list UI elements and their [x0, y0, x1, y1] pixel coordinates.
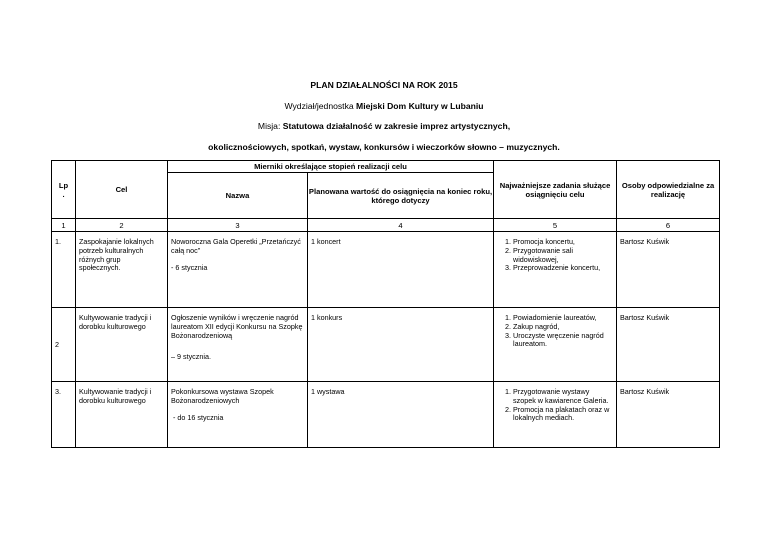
row-wartosc: 1 wystawa	[308, 382, 494, 448]
row-wartosc: 1 koncert	[308, 232, 494, 308]
table-row	[52, 232, 720, 308]
department-label: Wydział/jednostka	[284, 101, 357, 111]
row-osoby: Bartosz Kuświk	[617, 308, 720, 382]
department-name: Miejski Dom Kultury w Lubaniu	[356, 101, 484, 111]
row-date: – 9 stycznia.	[171, 352, 211, 362]
column-number: 1	[52, 219, 76, 232]
row-date: - do 16 stycznia	[171, 412, 224, 422]
header-nazwa: Nazwa	[168, 173, 308, 219]
row-nazwa: Ogłoszenie wyników i wręczenie nagród laureatom XII edycji Konkursu na Szopkę Bożonarodzeniową	[171, 313, 303, 340]
row-nazwa-cell	[168, 308, 308, 382]
row-zadania-cell	[494, 308, 617, 382]
table-row	[52, 382, 720, 448]
page-title: PLAN DZIAŁALNOŚCI NA ROK 2015	[310, 80, 458, 90]
tasks-list	[497, 388, 613, 423]
header-cel: Cel	[76, 161, 168, 219]
header-zadania: Najważniejsze zadania służące osiągnięciu celu	[494, 161, 617, 219]
task-item: 2. Zakup nagród,	[513, 323, 613, 332]
header-mierniki: Mierniki określające stopień realizacji celu	[168, 161, 494, 173]
column-number: 6	[617, 219, 720, 232]
row-cel: Kultywowanie tradycji i dorobku kulturowego	[76, 382, 168, 448]
task-item: 2. Promocja na plakatach oraz w lokalnych mediach.	[513, 406, 613, 424]
row-osoby: Bartosz Kuświk	[617, 232, 720, 308]
mission-line	[0, 121, 768, 131]
mission-text-line2: okolicznościowych, spotkań, wystaw, konkursów i wieczorków słowno – muzycznych.	[208, 142, 560, 152]
task-item: 2. Przygotowanie sali widowiskowej,	[513, 247, 613, 265]
task-item: 1. Przygotowanie wystawy szopek w kawiarence Galeria.	[513, 388, 613, 406]
row-osoby: Bartosz Kuświk	[617, 382, 720, 448]
row-zadania-cell	[494, 232, 617, 308]
row-lp: 3.	[52, 382, 76, 448]
mission-text-line1: Statutowa działalność w zakresie imprez artystycznych,	[282, 121, 511, 131]
table-row	[52, 308, 720, 382]
row-cel: Kultywowanie tradycji i dorobku kulturowego	[76, 308, 168, 382]
header-lp-text: Lp	[58, 180, 69, 190]
plan-table	[51, 160, 720, 448]
task-item: 1. Promocja koncertu,	[513, 238, 613, 247]
row-nazwa: Pokonkursowa wystawa Szopek Bożonarodzeniowych	[171, 387, 274, 405]
row-nazwa: Noworoczna Gala Operetki „Przetańczyć całą noc”	[171, 237, 301, 255]
row-zadania-cell	[494, 382, 617, 448]
mission-label: Misja:	[257, 121, 283, 131]
row-nazwa-cell	[168, 382, 308, 448]
header-osoby: Osoby odpowiedzialne za realizację	[617, 161, 720, 219]
row-date: - 6 stycznia	[171, 262, 208, 272]
header-lp-dot: .	[62, 189, 65, 199]
department-line	[0, 101, 768, 111]
row-cel: Zaspokajanie lokalnych potrzeb kulturalnych różnych grup społecznych.	[76, 232, 168, 308]
row-nazwa-cell	[168, 232, 308, 308]
column-number: 3	[168, 219, 308, 232]
row-lp: 2	[52, 308, 76, 382]
column-number: 2	[76, 219, 168, 232]
column-number: 4	[308, 219, 494, 232]
column-number: 5	[494, 219, 617, 232]
task-item: 1. Powiadomienie laureatów,	[513, 314, 613, 323]
header-lp	[52, 161, 76, 219]
header-planowana: Planowana wartość do osiągnięcia na koniec roku, którego dotyczy	[308, 173, 494, 219]
task-item: 3. Przeprowadzenie koncertu,	[513, 264, 613, 273]
task-item: 3. Uroczyste wręczenie nagród laureatom.	[513, 332, 613, 350]
column-numbers-row	[52, 219, 720, 232]
tasks-list	[497, 314, 613, 349]
tasks-list	[497, 238, 613, 273]
row-wartosc: 1 konkurs	[308, 308, 494, 382]
row-lp: 1.	[52, 232, 76, 308]
